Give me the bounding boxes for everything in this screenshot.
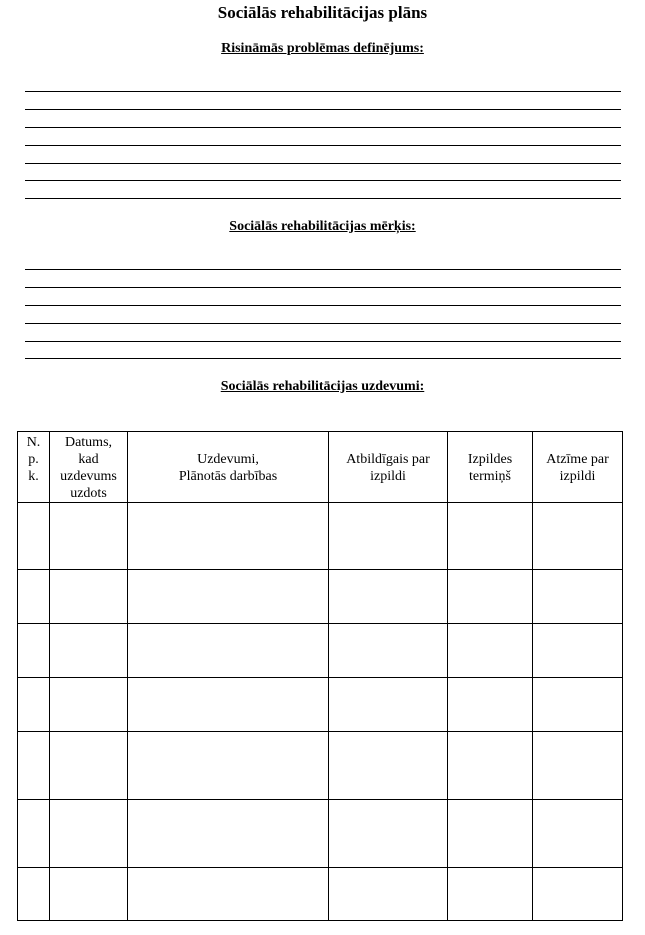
table-cell[interactable]: [18, 678, 50, 732]
rehabilitation-tasks-table: [17, 431, 623, 921]
table-cell[interactable]: [533, 732, 623, 800]
table-cell[interactable]: [50, 868, 128, 921]
table-row: [18, 624, 623, 678]
table-cell[interactable]: [533, 503, 623, 570]
table-cell[interactable]: [448, 732, 533, 800]
col-header-deadline: Izpildes termiņš: [448, 432, 533, 503]
table-cell[interactable]: [18, 868, 50, 921]
table-cell[interactable]: [50, 570, 128, 624]
blank-line: [25, 269, 621, 270]
col-header-completion-mark: Atzīme par izpildi: [533, 432, 623, 503]
table-row: [18, 800, 623, 868]
table-cell[interactable]: [533, 624, 623, 678]
table-row: [18, 868, 623, 921]
table-cell[interactable]: [18, 732, 50, 800]
table-cell[interactable]: [18, 570, 50, 624]
table-cell[interactable]: [448, 503, 533, 570]
table-cell[interactable]: [128, 624, 329, 678]
table-row: [18, 732, 623, 800]
table-row: [18, 503, 623, 570]
blank-line: [25, 341, 621, 342]
blank-line: [25, 163, 621, 164]
blank-line: [25, 323, 621, 324]
table-cell[interactable]: [50, 732, 128, 800]
table-cell[interactable]: [18, 624, 50, 678]
table-cell[interactable]: [329, 800, 448, 868]
table-cell[interactable]: [448, 570, 533, 624]
table-cell[interactable]: [50, 624, 128, 678]
table-cell[interactable]: [329, 503, 448, 570]
table-header-row: [18, 432, 623, 503]
table-cell[interactable]: [128, 868, 329, 921]
table-cell[interactable]: [50, 800, 128, 868]
table-cell[interactable]: [329, 570, 448, 624]
table-cell[interactable]: [533, 570, 623, 624]
table-cell[interactable]: [533, 868, 623, 921]
table-cell[interactable]: [128, 503, 329, 570]
table-cell[interactable]: [533, 800, 623, 868]
table-row: [18, 678, 623, 732]
table-row: [18, 570, 623, 624]
problem-definition-lines: [25, 91, 621, 201]
table-cell[interactable]: [329, 868, 448, 921]
rehabilitation-tasks-heading: Sociālās rehabilitācijas uzdevumi:: [220, 379, 425, 394]
table-cell[interactable]: [448, 800, 533, 868]
col-header-date-assigned: Datums, kad uzdevums uzdots: [50, 432, 128, 503]
blank-line: [25, 91, 621, 92]
blank-line: [25, 145, 621, 146]
blank-line: [25, 127, 621, 128]
table-cell[interactable]: [329, 678, 448, 732]
table-cell[interactable]: [329, 624, 448, 678]
table-cell[interactable]: [128, 800, 329, 868]
table-cell[interactable]: [18, 800, 50, 868]
document-title: Sociālās rehabilitācijas plāns: [217, 3, 428, 22]
table-cell[interactable]: [128, 732, 329, 800]
table-cell[interactable]: [448, 624, 533, 678]
blank-line: [25, 358, 621, 359]
rehabilitation-goal-lines: [25, 269, 621, 361]
table-cell[interactable]: [448, 868, 533, 921]
table-cell[interactable]: [128, 570, 329, 624]
table-cell[interactable]: [18, 503, 50, 570]
problem-definition-heading: Risināmās problēmas definējums:: [221, 41, 424, 56]
blank-line: [25, 109, 621, 110]
table-cell[interactable]: [50, 678, 128, 732]
table-cell[interactable]: [50, 503, 128, 570]
table-cell[interactable]: [533, 678, 623, 732]
blank-line: [25, 180, 621, 181]
rehabilitation-goal-heading: Sociālās rehabilitācijas mērķis:: [229, 219, 416, 234]
col-header-number: N. p. k.: [18, 432, 50, 503]
col-header-responsible: Atbildīgais par izpildi: [329, 432, 448, 503]
col-header-tasks-planned-actions: Uzdevumi, Plānotās darbības: [128, 432, 329, 503]
blank-line: [25, 198, 621, 199]
table-cell[interactable]: [448, 678, 533, 732]
table-cell[interactable]: [329, 732, 448, 800]
blank-line: [25, 287, 621, 288]
table-cell[interactable]: [128, 678, 329, 732]
blank-line: [25, 305, 621, 306]
